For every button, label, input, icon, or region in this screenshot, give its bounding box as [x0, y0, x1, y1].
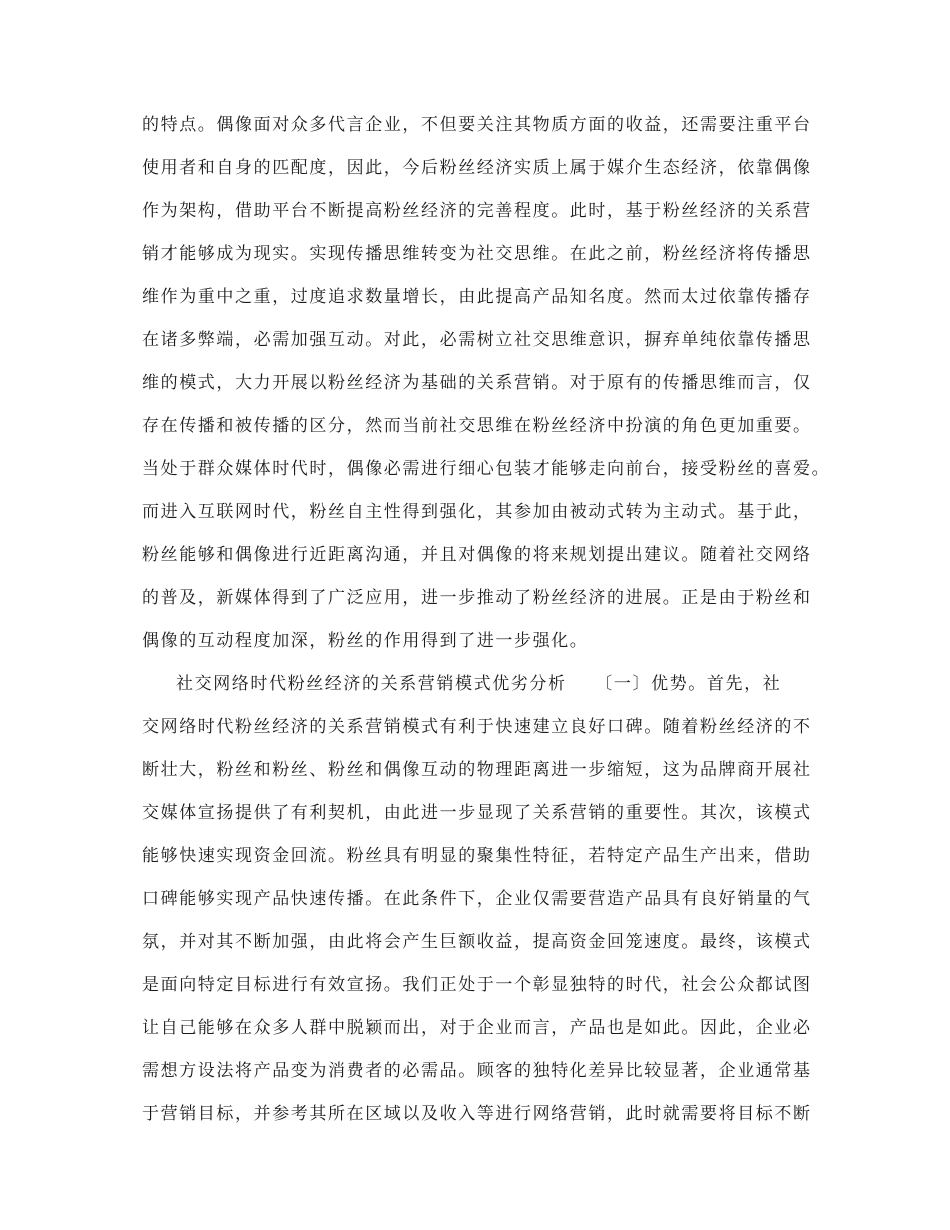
text-line: 销才能够成为现实。实现传播思维转变为社交思维。在此之前，粉丝经济将传播思: [142, 244, 812, 264]
text-line: 存在传播和被传播的区分，然而当前社交思维在粉丝经济中扮演的角色更加重要。: [142, 416, 812, 436]
text-line: 在诸多弊端，必需加强互动。对此，必需树立社交思维意识，摒弃单纯依靠传播思: [142, 330, 812, 350]
text-line: 的特点。偶像面对众多代言企业，不但要关注其物质方面的收益，还需要注重平台: [142, 115, 812, 135]
text-line: 能够快速实现资金回流。粉丝具有明显的聚集性特征，若特定产品生产出来，借助: [142, 846, 812, 866]
text-line: 需想方设法将产品变为消费者的必需品。顾客的独特化差异比较显著，企业通常基: [142, 1061, 812, 1081]
text-line: 而进入互联网时代，粉丝自主性得到强化，其参加由被动式转为主动式。基于此，: [142, 502, 812, 522]
text-line: 口碑能够实现产品快速传播。在此条件下，企业仅需要营造产品具有良好销量的气: [142, 889, 812, 909]
text-line: 断壮大，粉丝和粉丝、粉丝和偶像互动的物理距离进一步缩短，这为品牌商开展社: [142, 760, 812, 780]
text-line: 当处于群众媒体时代时，偶像必需进行细心包装才能够走向前台，接受粉丝的喜爱。: [142, 459, 831, 479]
text-line: 维作为重中之重，过度追求数量增长，由此提高产品知名度。然而太过依靠传播存: [142, 287, 812, 307]
text-line: 作为架构，借助平台不断提高粉丝经济的完善程度。此时，基于粉丝经济的关系营: [142, 201, 812, 221]
text-line: 让自己能够在众多人群中脱颖而出，对于企业而言，产品也是如此。因此，企业必: [142, 1018, 812, 1038]
text-line: 偶像的互动程度加深，粉丝的作用得到了进一步强化。: [142, 631, 589, 651]
text-line: 使用者和自身的匹配度，因此，今后粉丝经济实质上属于媒介生态经济，依靠偶像: [142, 158, 812, 178]
text-line: 于营销目标，并参考其所在区域以及收入等进行网络营销，此时就需要将目标不断: [142, 1104, 812, 1124]
text-line: 是面向特定目标进行有效宣扬。我们正处于一个彰显独特的时代，社会公众都试图: [142, 975, 812, 995]
section-heading-line: 社交网络时代粉丝经济的关系营销模式优劣分析 〔一〕优势。首先，社: [176, 674, 782, 694]
text-line: 交网络时代粉丝经济的关系营销模式有利于快速建立良好口碑。随着粉丝经济的不: [142, 717, 812, 737]
text-line: 交媒体宣扬提供了有利契机，由此进一步显现了关系营销的重要性。其次，该模式: [142, 803, 812, 823]
text-line: 维的模式，大力开展以粉丝经济为基础的关系营销。对于原有的传播思维而言，仅: [142, 373, 812, 393]
text-line: 氛，并对其不断加强，由此将会产生巨额收益，提高资金回笼速度。最终，该模式: [142, 932, 812, 952]
text-line: 粉丝能够和偶像进行近距离沟通，并且对偶像的将来规划提出建议。随着社交网络: [142, 545, 812, 565]
text-line: 的普及，新媒体得到了广泛应用，进一步推动了粉丝经济的进展。正是由于粉丝和: [142, 588, 812, 608]
